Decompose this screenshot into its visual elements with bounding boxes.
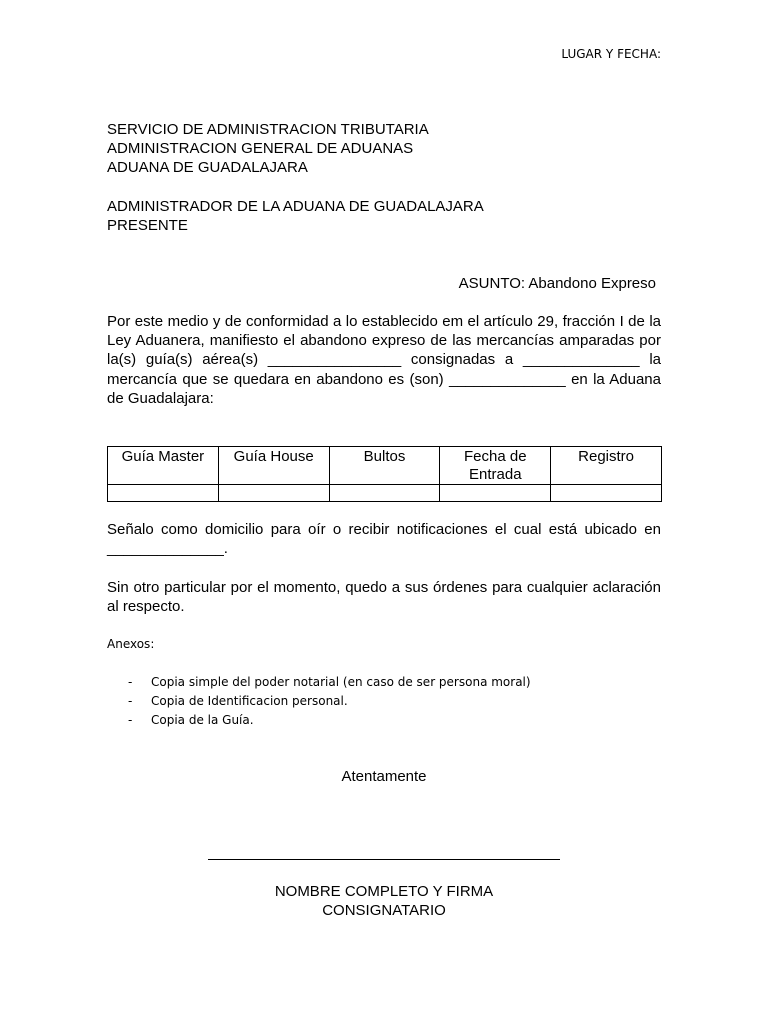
table-cell[interactable] [218, 485, 329, 502]
bullet-dash: - [128, 694, 133, 708]
table-cell[interactable] [440, 485, 551, 502]
subject-line: ASUNTO: Abandono Expreso [458, 275, 656, 292]
table-header-cell: Guía House [218, 447, 329, 485]
closing-paragraph [107, 578, 661, 616]
shipment-table [107, 446, 662, 502]
table-header-cell: Bultos [329, 447, 440, 485]
annexes-title: Anexos: [107, 637, 155, 651]
signature-line [208, 859, 560, 860]
body-line: Por este medio y de conformidad a lo establecido em el artículo 29, fracción I de la [107, 313, 661, 330]
table-cell[interactable] [108, 485, 219, 502]
body-line: de Guadalajara: [107, 389, 214, 407]
body-line: la(s) guía(s) aérea(s) ________________ consignadas a ______________ la [107, 351, 661, 369]
table-header-cell: Registro [551, 447, 662, 485]
recipient-block [107, 197, 484, 235]
list-item-text: Copia de la Guía. [151, 713, 254, 727]
domicilio-paragraph [107, 520, 661, 558]
domicilio-line: ______________. [107, 540, 228, 558]
list-item-text: Copia simple del poder notarial (en caso de ser persona moral) [151, 675, 531, 689]
list-item-text: Copia de Identificacion personal. [151, 694, 348, 708]
signature-caption-line: NOMBRE COMPLETO Y FIRMA [274, 883, 494, 900]
recipient-line: ADMINISTRADOR DE LA ADUANA DE GUADALAJARA [107, 198, 484, 215]
domicilio-line: Señalo como domicilio para oír o recibir notificaciones el cual está ubicado en [107, 521, 661, 538]
table-header-row [108, 447, 662, 485]
table-cell[interactable] [551, 485, 662, 502]
closing-line: al respecto. [107, 598, 185, 616]
table-row [108, 485, 662, 502]
body-line: mercancía que se quedara en abandono es (son) ______________ en la Aduana [107, 370, 661, 388]
body-line: Ley Aduanera, manifiesto el abandono expreso de las mercancías amparadas por [107, 332, 661, 350]
bullet-dash: - [128, 675, 133, 689]
signature-caption [0, 882, 768, 920]
signature-caption-line: CONSIGNATARIO [322, 902, 446, 920]
place-date-label: LUGAR Y FECHA: [561, 47, 661, 61]
addressee-line: ADMINISTRACION GENERAL DE ADUANAS [107, 140, 414, 158]
table-header-cell: Fecha de Entrada [440, 447, 551, 485]
addressee-block [107, 120, 429, 178]
closing-line: Sin otro particular por el momento, quedo a sus órdenes para cualquier aclaración [107, 579, 661, 596]
salutation: Atentamente [341, 768, 427, 785]
addressee-line: ADUANA DE GUADALAJARA [107, 159, 308, 177]
table-header-cell: Guía Master [108, 447, 219, 485]
recipient-line: PRESENTE [107, 217, 188, 235]
body-paragraph [107, 312, 661, 408]
bullet-dash: - [128, 713, 133, 727]
table-cell[interactable] [329, 485, 440, 502]
addressee-line: SERVICIO DE ADMINISTRACION TRIBUTARIA [107, 121, 429, 138]
